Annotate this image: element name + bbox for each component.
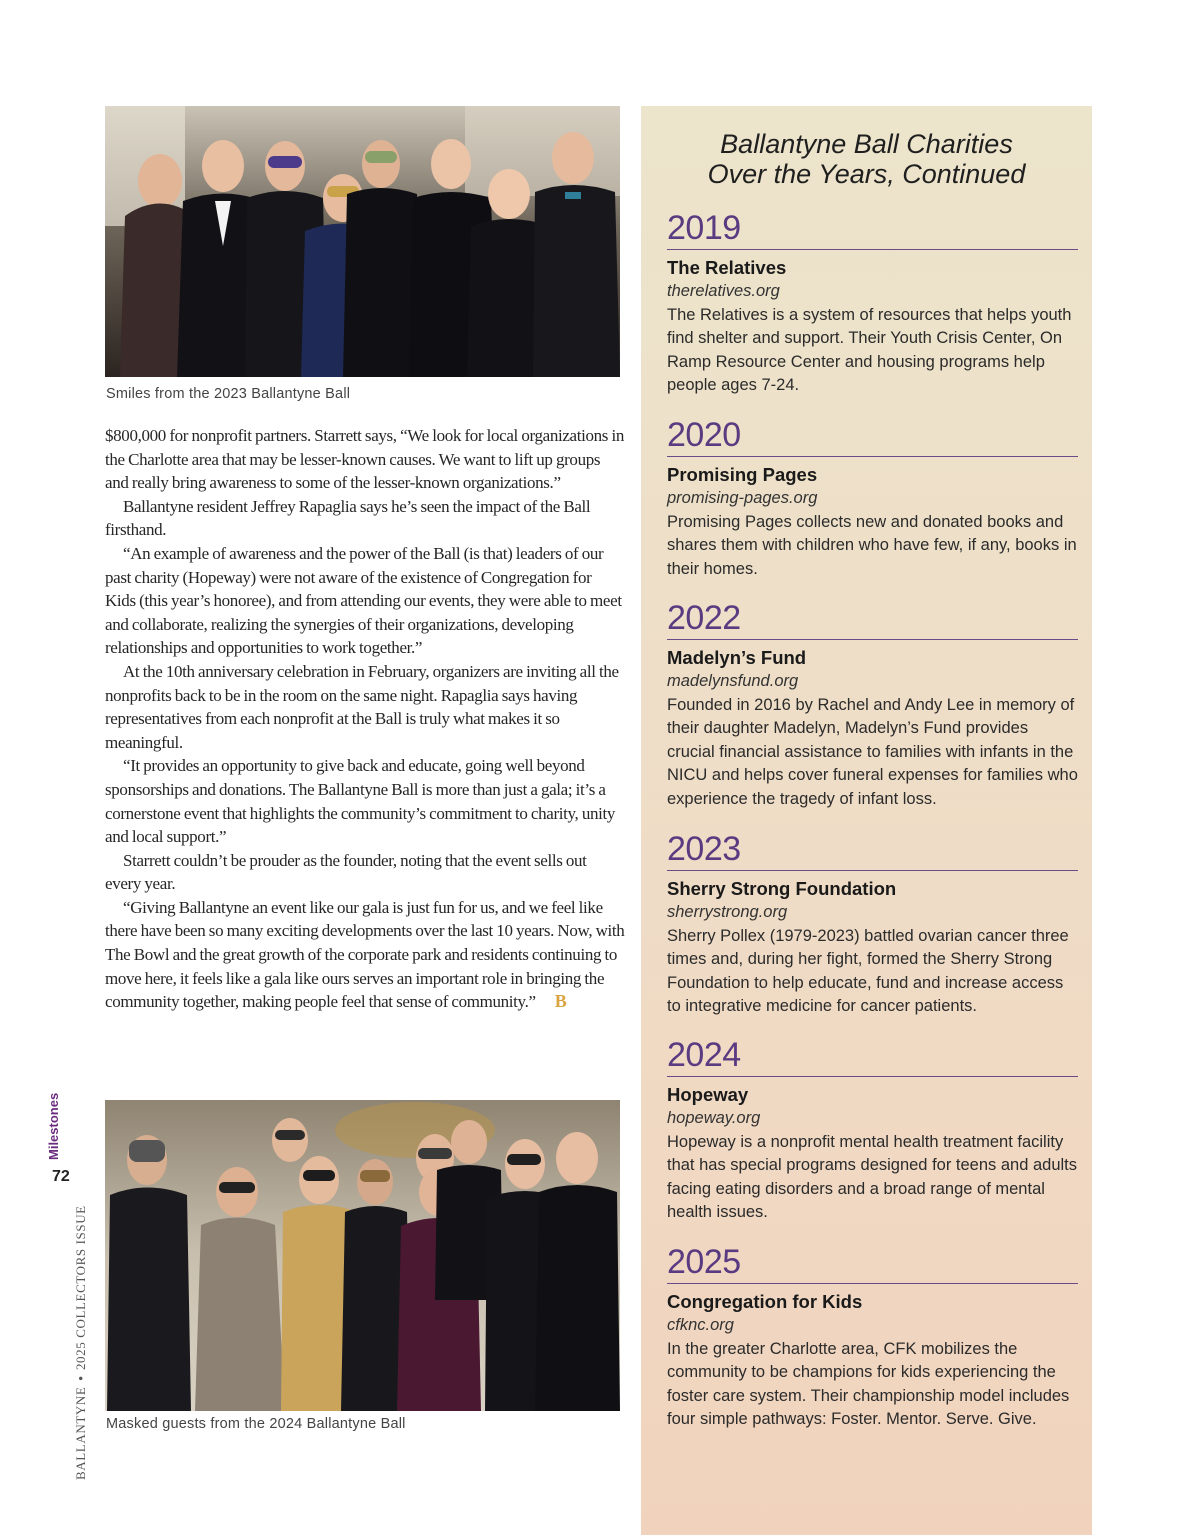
article-paragraph: At the 10th anniversary celebration in February, organizers are inviting all the nonprofits back to be in the room on the same night. Rapaglia says having representatives from each nonprofit at the Ball is truly what makes it so meaningful. xyxy=(105,661,619,752)
sidebar-title xyxy=(641,129,1092,189)
article-paragraph: “An example of awareness and the power of the Ball (is that) leaders of our past charity (Hopeway) were not aware of the existence of Congregation for Kids (this year’s honoree), and from attending our events, they were able to meet and collaborate, realizing the synergies of their organizations, developing relationships and opportunities to work together.” xyxy=(105,543,622,658)
article-paragraph: Ballantyne resident Jeffrey Rapaglia says he’s seen the impact of the Ball firsthand. xyxy=(105,496,591,540)
photo-caption: Smiles from the 2023 Ballantyne Ball xyxy=(106,386,351,402)
section-label: Milestones xyxy=(46,1092,61,1160)
article-paragraph-text: “Giving Ballantyne an event like our gala is just fun for us, and we feel like there have been so many exciting developments over the last 10 years. Now, with The Bowl and the great growth of the corporate park and residents continuing to move here, it feels like a gala like ours serves an important role in bringing the community together, making people feel that sense of community.” xyxy=(105,897,625,1012)
year-divider xyxy=(667,870,1078,871)
photo-caption: Masked guests from the 2024 Ballantyne Ball xyxy=(106,1416,406,1432)
charity-entry xyxy=(667,1242,1078,1432)
article-paragraph-last xyxy=(105,896,625,1014)
issue-name: 2025 COLLECTORS ISSUE xyxy=(73,1205,88,1371)
entry-url: sherrystrong.org xyxy=(667,903,788,921)
charity-entry xyxy=(667,415,1078,581)
folio-text xyxy=(73,1205,89,1480)
entry-name: Sherry Strong Foundation xyxy=(667,878,897,899)
entry-name: Congregation for Kids xyxy=(667,1291,863,1312)
article-paragraph: $800,000 for nonprofit partners. Starrett says, “We look for local organizations in the Charlotte area that may be lesser-known causes. We want to lift up groups and really bring awareness to some of the lesser-known organizations.” xyxy=(105,426,624,493)
year-divider xyxy=(667,1283,1078,1284)
entry-description: Promising Pages collects new and donated books and shares them with children who have few, if any, books in their homes. xyxy=(667,512,1077,578)
page-number: 72 xyxy=(52,1168,70,1185)
charities-sidebar xyxy=(641,106,1092,1535)
article-paragraph: Starrett couldn’t be prouder as the founder, noting that the event sells out every year. xyxy=(105,850,587,894)
entry-name: The Relatives xyxy=(667,257,787,278)
year-divider xyxy=(667,639,1078,640)
photo-2024-masked-guests xyxy=(105,1100,620,1411)
entry-description: In the greater Charlotte area, CFK mobilizes the community to be champions for kids experiencing the foster care system. Their championship model includes four simple pathways: Foster. Mentor. Serve. Give. xyxy=(667,1339,1070,1428)
end-mark-logo: B xyxy=(554,991,567,1012)
entry-description: Sherry Pollex (1979-2023) battled ovarian cancer three times and, during her fight, formed the Sherry Strong Foundation to help educate, fund and increase access to integrative medicine for cancer patients. xyxy=(667,926,1069,1015)
year-divider xyxy=(667,456,1078,457)
entry-url: promising-pages.org xyxy=(667,489,818,507)
charity-entry xyxy=(667,598,1078,811)
entry-year: 2024 xyxy=(667,1036,741,1074)
article-paragraph: “It provides an opportunity to give back and educate, going well beyond sponsorships and donations. The Ballantyne Ball is more than just a gala; it’s a cornerstone event that highlights the community’s commitment to charity, unity and local support.” xyxy=(105,756,616,847)
folio xyxy=(28,1100,88,1500)
entry-name: Madelyn’s Fund xyxy=(667,647,807,668)
folio-separator: • xyxy=(73,1376,88,1381)
entry-name: Hopeway xyxy=(667,1084,749,1105)
entry-year: 2025 xyxy=(667,1243,741,1281)
entry-url: cfknc.org xyxy=(667,1316,734,1334)
charity-entry xyxy=(667,208,1078,398)
entry-url: madelynsfund.org xyxy=(667,672,799,690)
charity-entry xyxy=(667,829,1078,1019)
article-body xyxy=(105,424,625,1014)
entry-description: The Relatives is a system of resources that helps youth find shelter and support. Their Youth Crisis Center, On Ramp Resource Center and housing programs help people ages 7-24. xyxy=(667,305,1072,394)
entry-name: Promising Pages xyxy=(667,464,818,485)
sidebar-title-line-1: Ballantyne Ball Charities xyxy=(720,129,1013,159)
entry-url: therelatives.org xyxy=(667,282,780,300)
publication-name: BALLANTYNE xyxy=(73,1386,88,1480)
year-divider xyxy=(667,1076,1078,1077)
charity-entry xyxy=(667,1035,1078,1225)
entry-url: hopeway.org xyxy=(667,1109,761,1127)
entry-year: 2019 xyxy=(667,209,741,247)
year-divider xyxy=(667,249,1078,250)
sidebar-title-line-2: Over the Years, Continued xyxy=(707,159,1026,189)
entry-year: 2022 xyxy=(667,599,741,637)
entry-year: 2023 xyxy=(667,830,741,868)
entry-year: 2020 xyxy=(667,416,741,454)
entry-description: Hopeway is a nonprofit mental health treatment facility that has special programs designed for teens and adults facing eating disorders and a broad range of mental health issues. xyxy=(667,1132,1078,1221)
photo-2023-ball-group xyxy=(105,106,620,377)
entry-description: Founded in 2016 by Rachel and Andy Lee in memory of their daughter Madelyn, Madelyn’s Fund provides crucial financial assistance to families with infants in the NICU and helps cover funeral expenses for families who experience the tragedy of infant loss. xyxy=(667,695,1078,808)
